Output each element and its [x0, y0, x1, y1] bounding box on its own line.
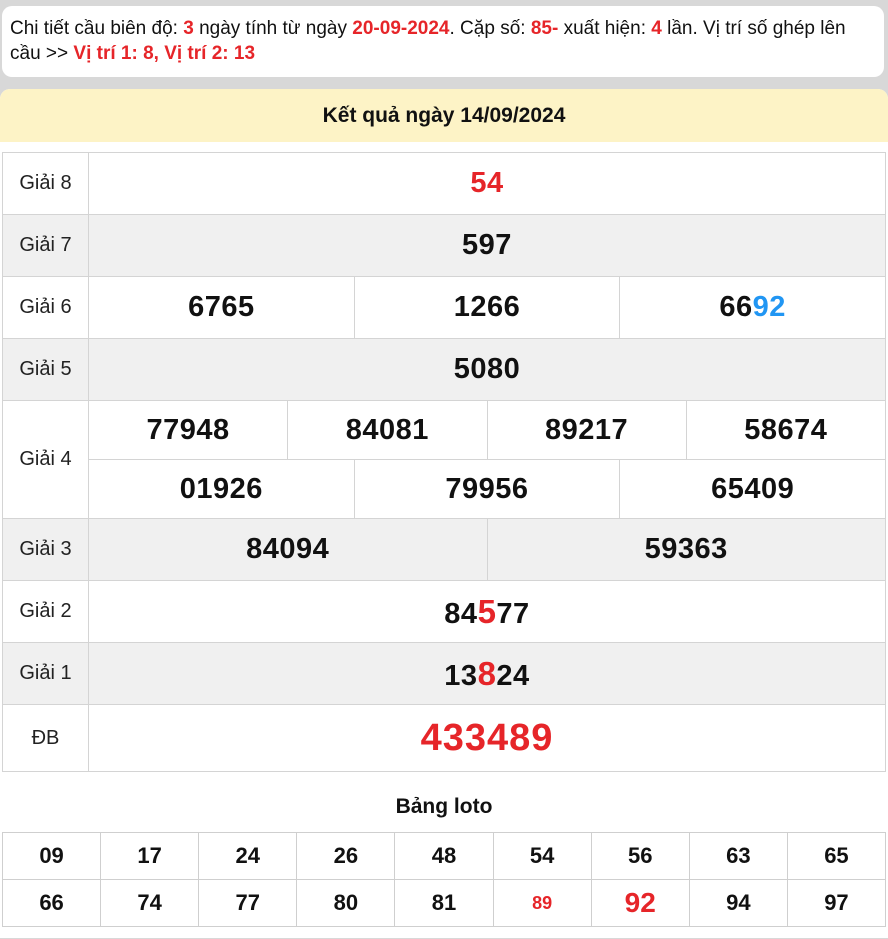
- summary-pair-value: 85-: [530, 18, 559, 39]
- summary-range-value: 3: [183, 18, 194, 39]
- prize-label: Giải 1: [3, 643, 89, 704]
- prize-label: Giải 8: [3, 153, 89, 214]
- prize-cell: [287, 401, 486, 459]
- prize-label: Giải 3: [3, 519, 89, 580]
- prize-cell: [354, 277, 620, 338]
- prize-number-highlight-red: 8: [477, 654, 497, 692]
- loto-cell-highlight-89: 89: [494, 880, 592, 927]
- summary-card: [2, 6, 884, 77]
- loto-cell: 56: [592, 833, 690, 880]
- loto-cell: 66: [3, 880, 101, 927]
- summary-positions-value: Vị trí 1: 8, Vị trí 2: 13: [73, 43, 256, 64]
- prize-row-dacbiet: [3, 704, 885, 771]
- prize-number: [444, 593, 529, 631]
- prize-label: Giải 2: [3, 581, 89, 642]
- result-title-banner: [0, 89, 888, 142]
- prize-cell: [89, 277, 354, 338]
- prize-number: 65409: [711, 472, 795, 505]
- loto-table-title: Bảng loto: [395, 795, 493, 818]
- loto-cell: 09: [3, 833, 101, 880]
- prize-number: 6765: [188, 291, 255, 323]
- prize-cell: [354, 460, 620, 518]
- prize-cell: [89, 519, 487, 580]
- loto-cell: 80: [297, 880, 395, 927]
- prize-cell: [487, 519, 886, 580]
- prize-cell: [89, 215, 885, 276]
- loto-cell: 24: [199, 833, 297, 880]
- summary-date-value: 20-09-2024: [352, 18, 450, 39]
- prize-row-giai8: [3, 153, 885, 214]
- prize-cell: [89, 339, 885, 400]
- prize-cell: [619, 460, 885, 518]
- prize-number: [444, 655, 529, 693]
- prize-row-giai7: [3, 214, 885, 276]
- loto-cell: 94: [690, 880, 788, 927]
- result-title: Kết quả ngày 14/09/2024: [322, 103, 566, 127]
- summary-text: xuất hiện:: [558, 18, 652, 39]
- prize-row-giai4: [3, 400, 885, 518]
- prize-row-giai1: [3, 642, 885, 704]
- loto-table: [2, 832, 886, 927]
- loto-cell: 81: [395, 880, 493, 927]
- prize-label: ĐB: [3, 705, 89, 771]
- prize-number: 01926: [179, 472, 263, 505]
- summary-text: lần. Vị trí số ghép lên cầu >>: [10, 18, 846, 64]
- prize-number: 54: [470, 167, 504, 199]
- prize-number-part: 24: [496, 659, 530, 692]
- prize-number: 597: [462, 229, 512, 261]
- prize-cell: [89, 401, 287, 459]
- summary-text: Chi tiết cầu biên độ:: [10, 18, 184, 39]
- prize-cell: [89, 643, 885, 704]
- prize-number-part: 77: [496, 597, 530, 630]
- loto-cell: 54: [494, 833, 592, 880]
- prize-number-highlight-red: 5: [477, 592, 497, 630]
- prize-number: 59363: [644, 533, 728, 565]
- loto-cell: 17: [101, 833, 199, 880]
- prize-subrow: [89, 401, 885, 459]
- prize-cell: [89, 705, 885, 771]
- summary-text: ngày tính từ ngày: [193, 18, 353, 39]
- prize-table: [2, 152, 886, 772]
- prize-cell: [89, 153, 885, 214]
- prize-row-giai2: [3, 580, 885, 642]
- prize-number-special: 433489: [420, 716, 554, 759]
- prize-row-giai5: [3, 338, 885, 400]
- prize-number: 77948: [146, 413, 230, 446]
- prize-number: 89217: [545, 413, 629, 446]
- loto-cell: 77: [199, 880, 297, 927]
- results-card: [0, 89, 888, 938]
- prize-number: 79956: [445, 472, 529, 505]
- prize-number: [719, 291, 786, 324]
- prize-number: 1266: [453, 291, 521, 323]
- loto-cell: 26: [297, 833, 395, 880]
- prize-row-giai6: [3, 276, 885, 338]
- prize-number: 84094: [246, 533, 330, 565]
- prize-cell: [487, 401, 686, 459]
- loto-cell: 48: [395, 833, 493, 880]
- prize-number-part: 84: [444, 597, 478, 630]
- prize-number-part: 66: [719, 291, 753, 323]
- loto-cell-highlight-92: 92: [592, 880, 690, 927]
- prize-row-giai3: [3, 518, 885, 580]
- prize-cell: [89, 581, 885, 642]
- summary-text: . Cặp số:: [449, 18, 531, 39]
- prize-cell: [89, 460, 354, 518]
- prize-label: Giải 4: [3, 401, 89, 518]
- prize-cell: [619, 277, 885, 338]
- loto-cell: 74: [101, 880, 199, 927]
- prize-label: Giải 6: [3, 277, 89, 338]
- prize-number-part: 13: [444, 659, 478, 692]
- summary-count-value: 4: [651, 18, 662, 39]
- loto-cell: 65: [788, 833, 886, 880]
- prize-number: 84081: [345, 413, 429, 446]
- prize-cell: [686, 401, 885, 459]
- loto-cell: 97: [788, 880, 886, 927]
- loto-cell: 63: [690, 833, 788, 880]
- prize-subrow: [89, 459, 885, 518]
- prize-label: Giải 5: [3, 339, 89, 400]
- prize-label: Giải 7: [3, 215, 89, 276]
- prize-number: 58674: [744, 413, 828, 446]
- prize-number-highlight-blue: 92: [752, 291, 786, 323]
- prize-number: 5080: [453, 353, 521, 385]
